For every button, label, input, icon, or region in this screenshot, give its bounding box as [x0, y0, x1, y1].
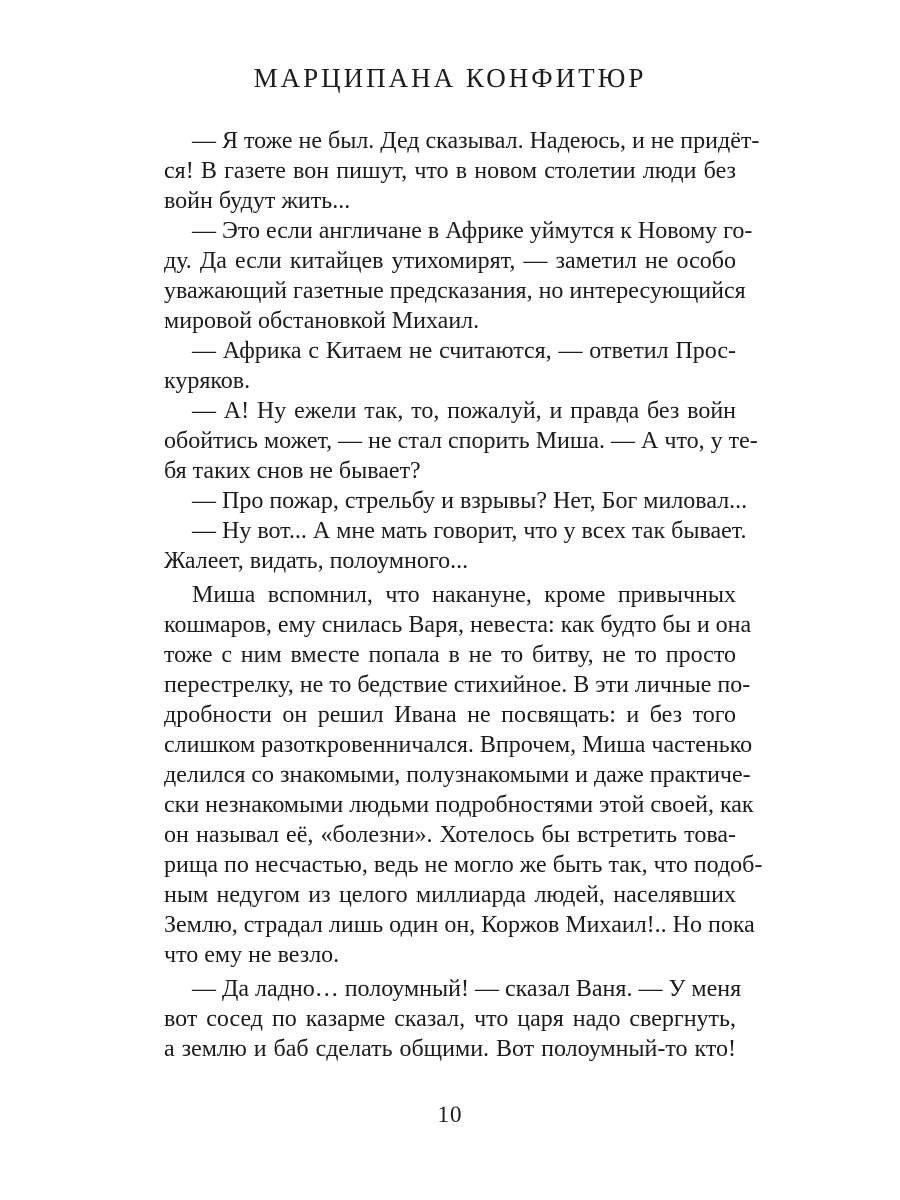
paragraph [164, 516, 747, 576]
paragraph [164, 396, 758, 486]
page-number: 10 [437, 1102, 463, 1127]
text-line: — Ну вот... А мне мать говорит, что у всех так бывает. [192, 518, 747, 544]
text-line: он называл её, «болезни». Хотелось бы встретить това- [164, 822, 736, 848]
text-line: вот сосед по казарме сказал, что царя надо свергнуть, [164, 1006, 736, 1032]
paragraph [164, 580, 763, 970]
text-line: кошмаров, ему снилась Варя, невеста: как будто бы и она [164, 612, 752, 638]
text-line: — Я тоже не был. Дед сказывал. Надеюсь, и не придёт- [192, 128, 760, 154]
text-line: — Про пожар, стрельбу и взрывы? Нет, Бог миловал... [192, 488, 748, 514]
text-line: ски незнакомыми людьми подробностями этой своей, как [164, 792, 754, 818]
text-line: куряков. [164, 368, 251, 394]
text-line: делился со знакомыми, полузнакомыми и даже практиче- [164, 762, 751, 788]
text-line: — Африка с Китаем не считаются, — ответил Прос- [192, 338, 736, 364]
text-line: что ему не везло. [164, 942, 340, 968]
text-line: Миша вспомнил, что накануне, кроме привычных [192, 582, 736, 608]
text-line: мировой обстановкой Михаил. [164, 308, 480, 334]
text-line: — А! Ну ежели так, то, пожалуй, и правда без войн [192, 398, 736, 424]
paragraph [164, 336, 736, 396]
running-title: МАРЦИПАНА КОНФИТЮР [253, 63, 647, 93]
text-line: ся! В газете вон пишут, что в новом столетии люди без [164, 158, 736, 184]
text-line: Жалеет, видать, полоумного... [164, 548, 469, 574]
text-line: рища по несчастью, ведь не могло же быть так, что подоб- [164, 852, 763, 878]
text-line: уважающий газетные предсказания, но интересующийся [164, 278, 746, 304]
paragraph [164, 974, 742, 1064]
paragraph [164, 486, 748, 516]
text-line: — Это если англичане в Африке уймутся к Новому го- [192, 218, 753, 244]
paragraph [164, 216, 753, 336]
text-line: дробности он решил Ивана не посвящать: и без того [164, 702, 736, 728]
text-line: перестрелку, не то бедствие стихийное. В эти личные по- [164, 672, 751, 698]
text-line: слишком разоткровенничался. Впрочем, Миша частенько [164, 732, 753, 758]
text-line: а землю и баб сделать общими. Вот полоумный-то кто! [164, 1036, 736, 1062]
paragraph [164, 126, 760, 216]
text-line: — Да ладно… полоумный! — сказал Ваня. — У меня [192, 976, 742, 1002]
text-line: тоже с ним вместе попала в не то битву, не то просто [164, 642, 736, 668]
text-line: обойтись может, — не стал спорить Миша. — А что, у те- [164, 428, 758, 454]
text-line: бя таких снов не бывает? [164, 458, 421, 484]
text-line: ду. Да если китайцев утихомирят, — заметил не особо [164, 248, 736, 274]
body-text [164, 126, 763, 1064]
text-line: войн будут жить... [164, 188, 351, 214]
text-line: ным недугом из целого миллиарда людей, населявших [164, 882, 736, 908]
text-line: Землю, страдал лишь один он, Коржов Михаил!.. Но пока [164, 912, 755, 938]
